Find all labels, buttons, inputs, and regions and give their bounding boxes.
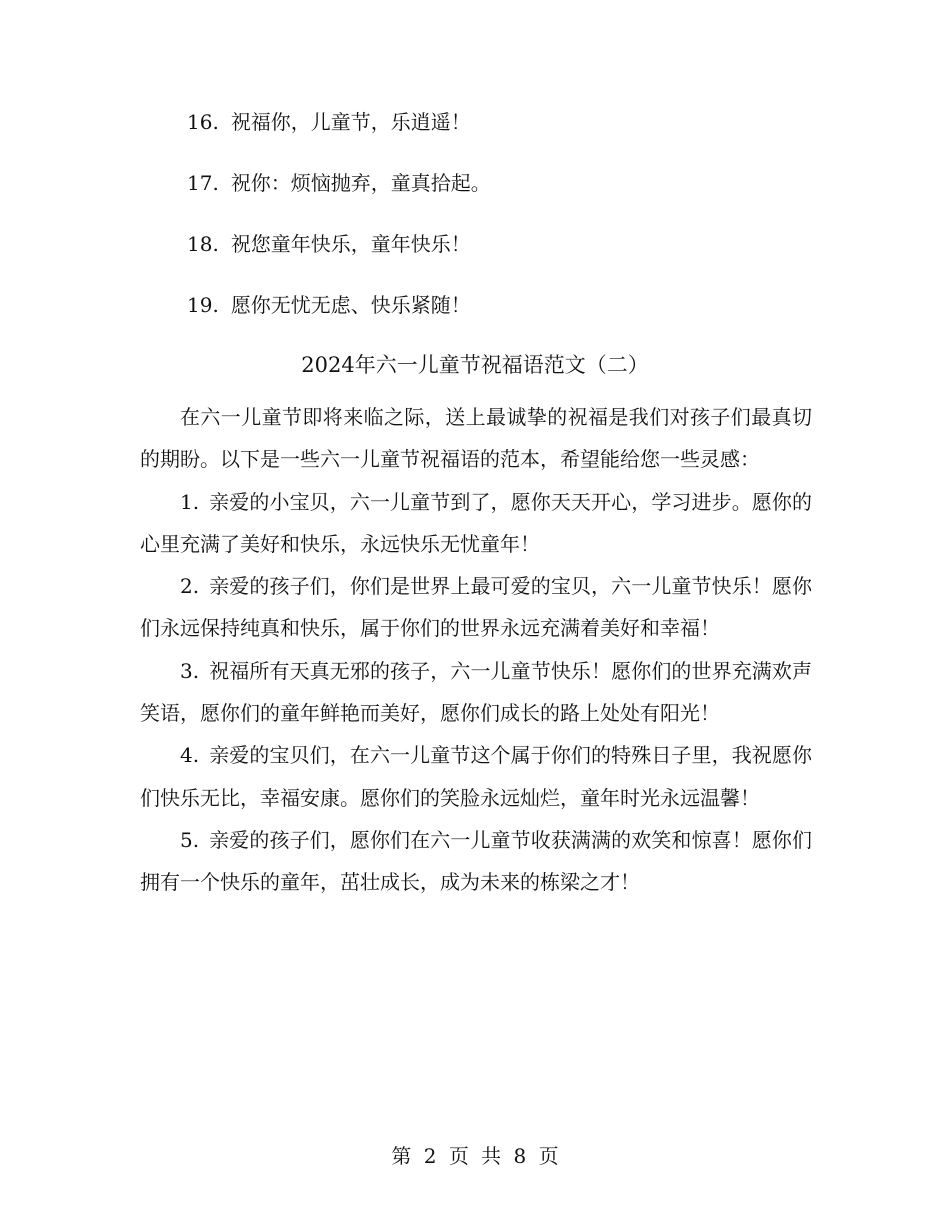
paragraph-text: 祝福所有天真无邪的孩子，六一儿童节快乐！愿你们的世界充满欢声笑语，愿你们的童年鲜艳而美好，愿你们成长的路上处处有阳光！: [140, 658, 812, 726]
paragraph-text: 亲爱的小宝贝，六一儿童节到了，愿你天天开心，学习进步。愿你的心里充满了美好和快乐，永远快乐无忧童年！: [140, 489, 812, 556]
item-number: 16.: [187, 110, 219, 134]
intro-paragraph: 在六一儿童节即将来临之际，送上最诚挚的祝福是我们对孩子们最真切的期盼。以下是一些六一儿童节祝福语的范本，希望能给您一些灵感：: [140, 405, 812, 472]
wish-paragraph: [140, 481, 812, 566]
paragraph-number: 4.: [180, 743, 200, 768]
list-item: [187, 168, 787, 198]
document-body: [140, 396, 812, 904]
item-number: 17.: [187, 171, 219, 195]
page-footer: 第 2 页 共 8 页: [391, 1144, 559, 1168]
paragraph-text: 亲爱的孩子们，你们是世界上最可爱的宝贝，六一儿童节快乐！愿你们永远保持纯真和快乐，属于你们的世界永远充满着美好和幸福！: [140, 574, 812, 641]
wish-list-continued: [187, 107, 787, 351]
wish-paragraph: [140, 565, 812, 650]
paragraph-number: 2.: [180, 574, 200, 599]
item-number: 18.: [187, 232, 219, 256]
item-number: 19.: [187, 293, 219, 317]
list-item: [187, 229, 787, 259]
wish-paragraph: [140, 650, 812, 735]
item-text: 祝您童年快乐，童年快乐！: [230, 232, 471, 256]
wish-paragraph: [140, 819, 812, 904]
item-text: 愿你无忧无虑、快乐紧随！: [230, 293, 471, 317]
item-text: 祝福你，儿童节，乐逍遥！: [230, 110, 471, 134]
paragraph-number: 3.: [180, 658, 200, 683]
wish-paragraph: [140, 734, 812, 819]
paragraph-text: 亲爱的孩子们，愿你们在六一儿童节收获满满的欢笑和惊喜！愿你们拥有一个快乐的童年，茁壮成长，成为未来的栋梁之才！: [140, 827, 812, 895]
paragraph-number: 1.: [180, 489, 200, 514]
item-text: 祝你：烦恼抛弃，童真拾起。: [230, 171, 491, 195]
list-item: [187, 107, 787, 137]
paragraph-text: 亲爱的宝贝们，在六一儿童节这个属于你们的特殊日子里，我祝愿你们快乐无比，幸福安康。愿你们的笑脸永远灿烂，童年时光永远温馨！: [140, 743, 812, 810]
list-item: [187, 290, 787, 320]
section-title: 2024年六一儿童节祝福语范文（二）: [301, 353, 649, 377]
paragraph-number: 5.: [180, 827, 200, 852]
